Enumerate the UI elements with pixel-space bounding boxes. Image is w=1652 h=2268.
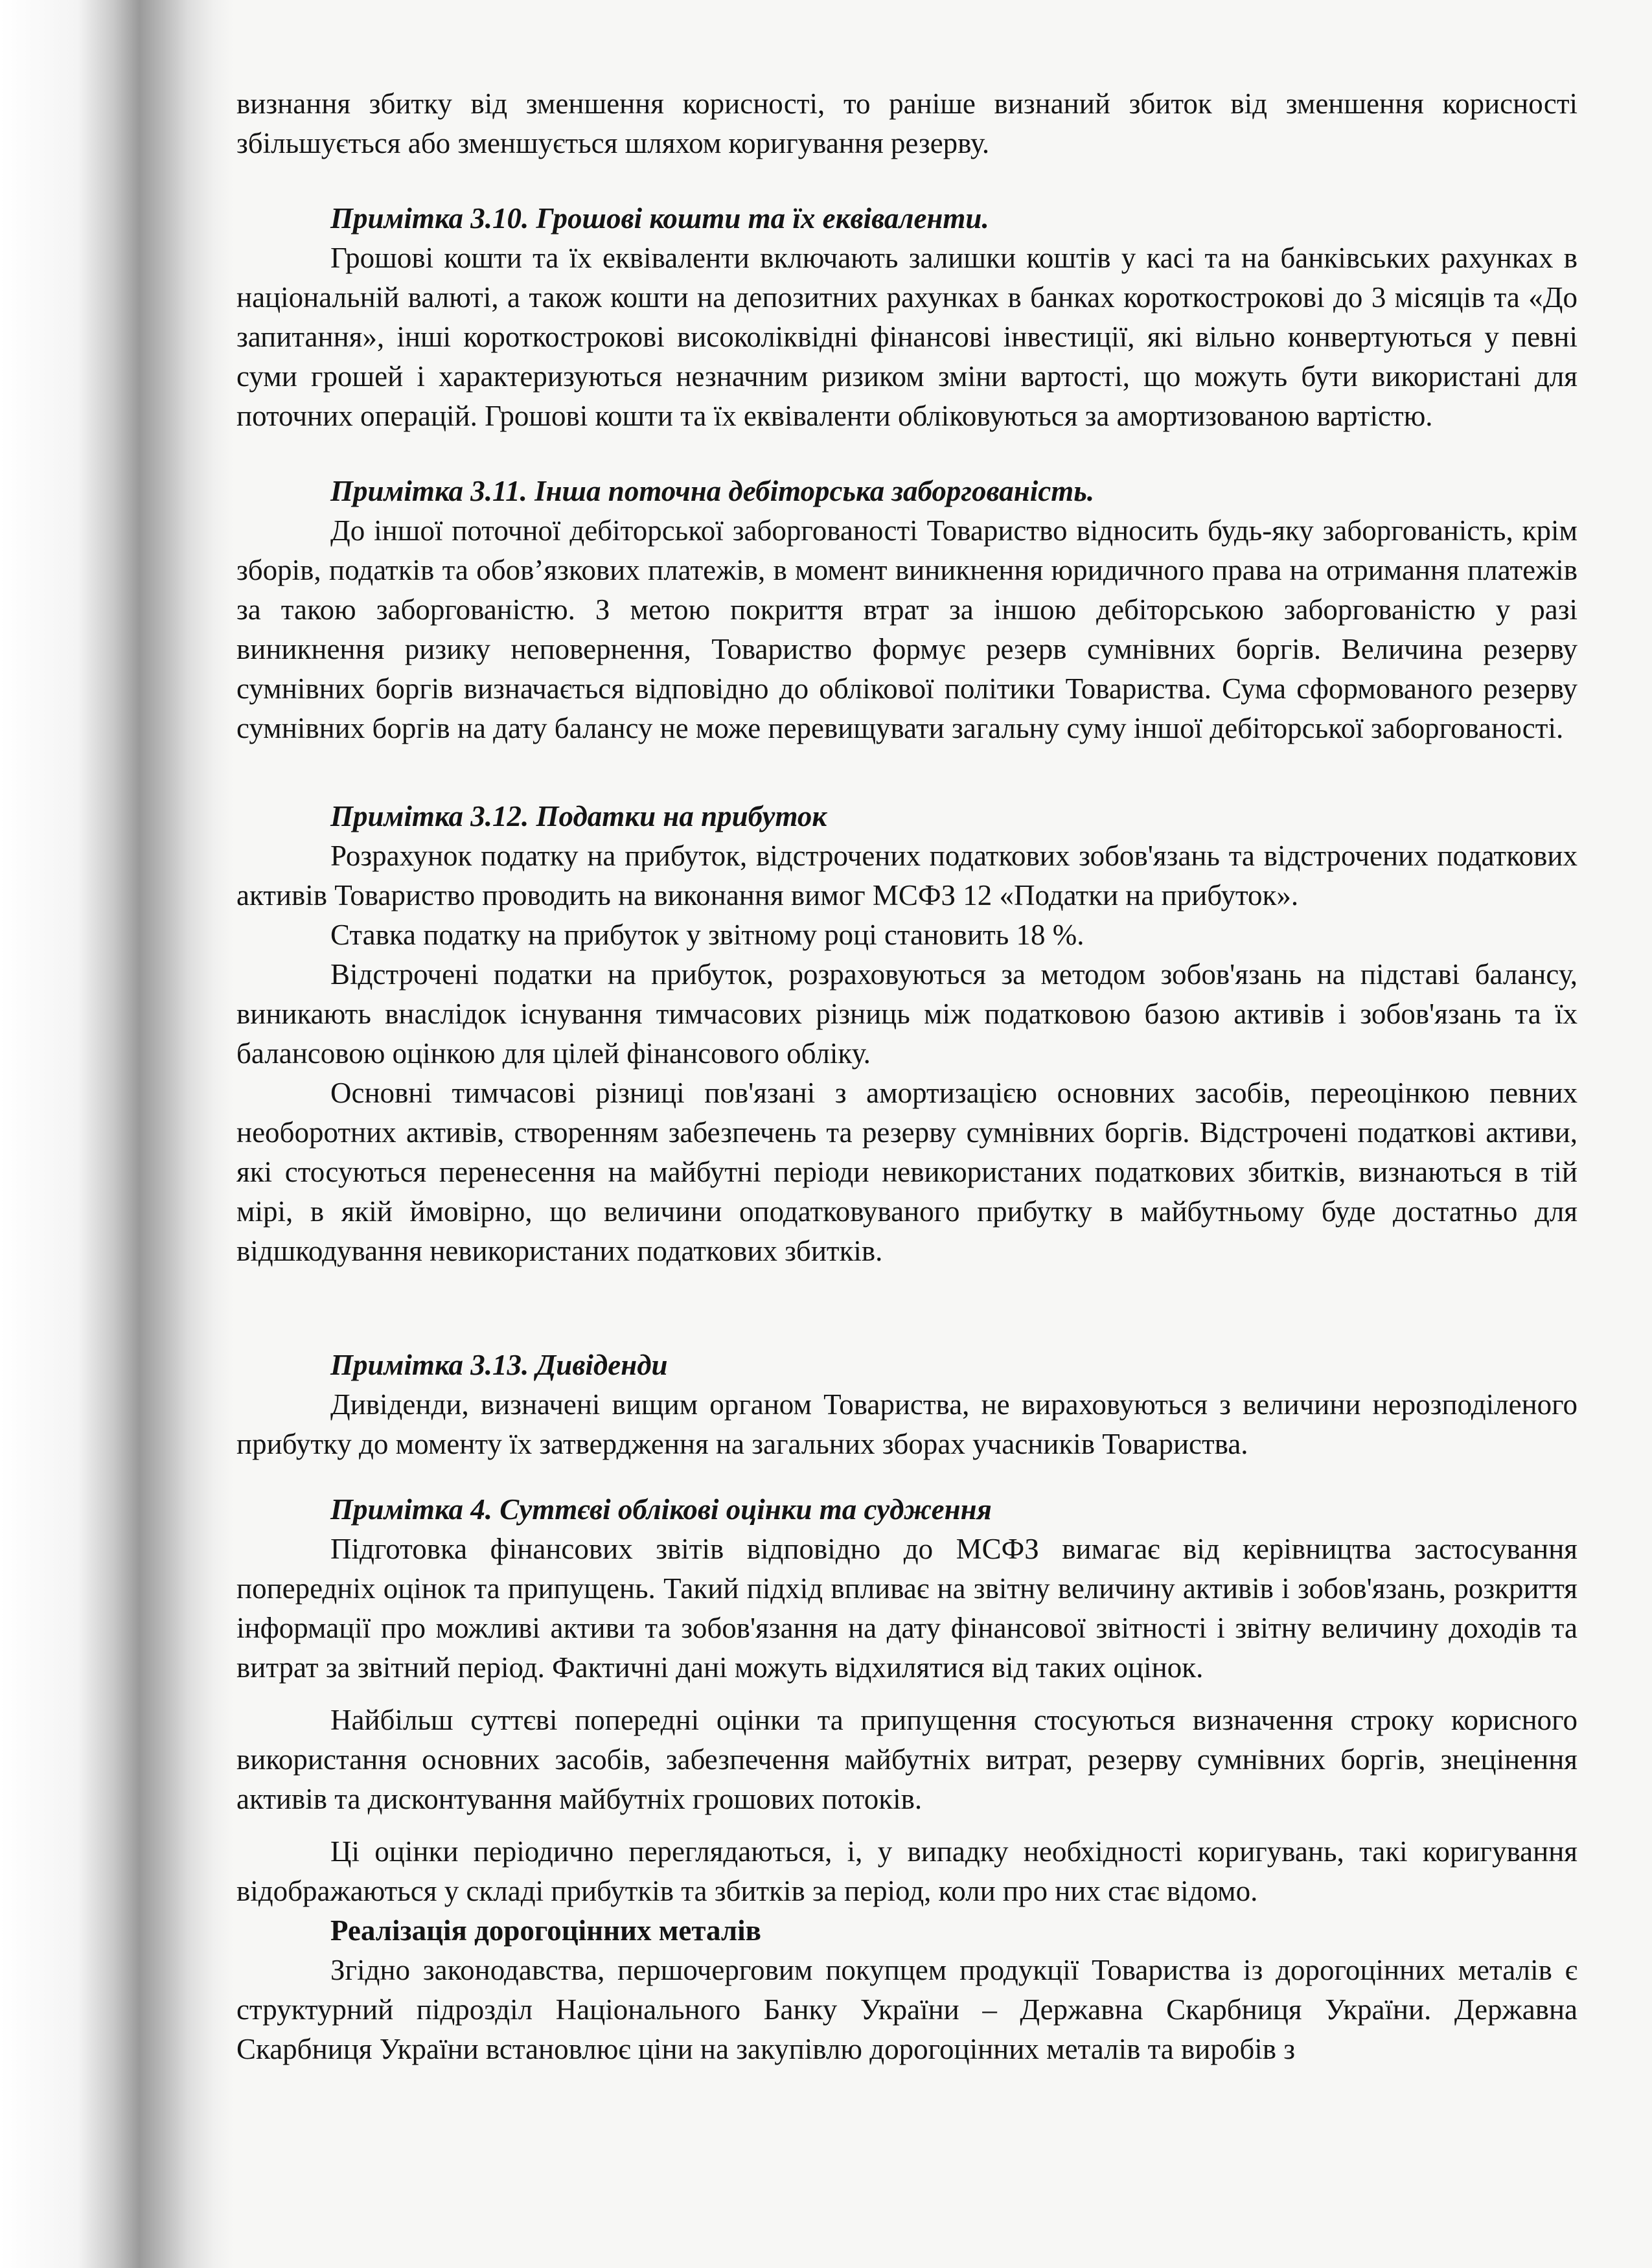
section-3-12-paragraph-4: Основні тимчасові різниці пов'язані з амортизацією основних засобів, переоцінкою певних необоротних активів, створенням забезпечень та резерву сумнівних боргів. Відстрочені податкові активи, які стосуються перенесення на майбутні періоди невикористаних податкових збитків, визнаються в тій мірі, в якій ймовірно, що величини оподатковуваного прибутку в майбутньому буде достатньо для відшкодування невикористаних податкових збитків. (236, 1077, 1577, 1267)
section-heading-3-11: Примітка 3.11. Інша поточна дебіторська заборгованість. (330, 475, 1095, 507)
scan-binding-shadow (0, 0, 233, 2268)
section-heading-3-12: Примітка 3.12. Податки на прибуток (330, 800, 827, 832)
document-page (236, 84, 1577, 2069)
section-heading-4: Примітка 4. Суттєві облікові оцінки та судження (330, 1493, 992, 1526)
section-3-12-paragraph-2: Ставка податку на прибуток у звітному році становить 18 %. (330, 919, 1084, 951)
section-3-10-paragraph-1: Грошові кошти та їх еквіваленти включають залишки коштів у касі та на банківських рахунках в національній валюті, а також кошти на депозитних рахунках в банках короткострокові до 3 місяців та «До запитання», інші короткострокові високоліквідні фінансові інвестиції, які вільно конвертуються у певні суми грошей і характеризуються незначним ризиком зміни вартості, що можуть бути використані для поточних операцій. Грошові кошти та їх еквіваленти обліковуються за амортизованою вартістю. (236, 242, 1577, 432)
section-4-paragraph-2: Найбільш суттєві попередні оцінки та припущення стосуються визначення строку корисного використання основних засобів, забезпечення майбутніх витрат, резерву сумнівних боргів, знецінення активів та дисконтування майбутніх грошових потоків. (236, 1704, 1577, 1815)
section-3-11-paragraph-1: До іншої поточної дебіторської заборгованості Товариство відносить будь-яку заборгованість, крім зборів, податків та обов’язкових платежів, в момент виникнення юридичного права на отримання платежів за такою заборгованістю. З метою покриття втрат за іншою дебіторською заборгованістю у разі виникнення ризику неповернення, Товариство формує резерв сумнівних боргів. Величина резерву сумнівних боргів визначається відповідно до облікової політики Товариства. Сума сформованого резерву сумнівних боргів на дату балансу не може перевищувати загальну суму іншої дебіторської заборгованості. (236, 514, 1577, 744)
section-3-12-paragraph-3: Відстрочені податки на прибуток, розраховуються за методом зобов'язань на підставі балансу, виникають внаслідок існування тимчасових різниць між податковою базою активів і зобов'язань та їх балансовою оцінкою для цілей фінансового обліку. (236, 958, 1577, 1070)
section-heading-metals: Реалізація дорогоцінних металів (330, 1914, 761, 1947)
section-heading-3-13: Примітка 3.13. Дивіденди (330, 1349, 668, 1381)
section-metals-paragraph-1: Згідно законодавства, першочерговим покупцем продукції Товариства із дорогоцінних металів є структурний підрозділ Національного Банку України – Державна Скарбниця України. Державна Скарбниця України встановлює ціни на закупівлю дорогоцінних металів та виробів з (236, 1954, 1577, 2065)
section-3-13-paragraph-1: Дивіденди, визначені вищим органом Товариства, не вираховуються з величини нерозподіленого прибутку до моменту їх затвердження на загальних зборах учасників Товариства. (236, 1388, 1577, 1460)
intro-paragraph: визнання збитку від зменшення корисності, то раніше визнаний збиток від зменшення корисності збільшується або зменшується шляхом коригування резерву. (236, 87, 1577, 159)
section-4-paragraph-3: Ці оцінки періодично переглядаються, і, у випадку необхідності коригувань, такі коригування відображаються у складі прибутків та збитків за період, коли про них стає відомо. (236, 1835, 1577, 1907)
section-heading-3-10: Примітка 3.10. Грошові кошти та їх еквіваленти. (330, 202, 989, 235)
section-3-12-paragraph-1: Розрахунок податку на прибуток, відстрочених податкових зобов'язань та відстрочених податкових активів Товариство проводить на виконання вимог МСФЗ 12 «Податки на прибуток». (236, 840, 1577, 911)
section-4-paragraph-1: Підготовка фінансових звітів відповідно до МСФЗ вимагає від керівництва застосування попередніх оцінок та припущень. Такий підхід впливає на звітну величину активів і зобов'язань, розкриття інформації про можливі активи та зобов'язання на дату фінансової звітності і звітну величину доходів та витрат за звітний період. Фактичні дані можуть відхилятися від таких оцінок. (236, 1533, 1577, 1684)
